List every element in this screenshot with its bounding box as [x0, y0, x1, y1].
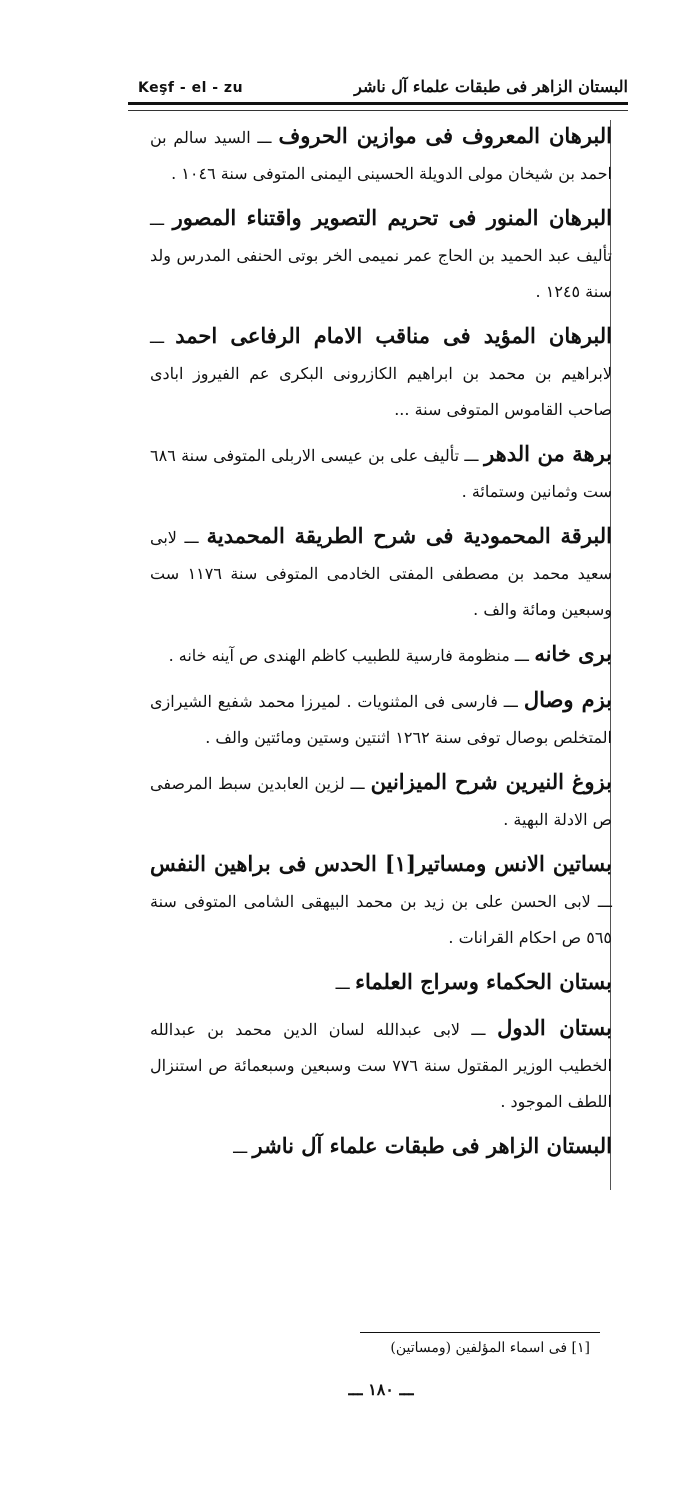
entry-body: ـــ لزين العابدين سبط المرصفى ص الادلة البهية .	[150, 774, 612, 829]
entry-title: بزم وصال	[523, 687, 613, 712]
running-title: البستان الزاهر فى طبقات علماء آل ناشر	[354, 77, 628, 96]
entry-body: ـــ لابى الحسن على بن زيد بن محمد البيهقى الشامى المتوفى سنة ٥٦٥ ص احكام القرانات .	[150, 892, 612, 947]
entry-title: برى خانه	[534, 641, 612, 666]
entry-title: البستان الزاهر فى طبقات علماء آل ناشر	[252, 1133, 612, 1158]
page-header	[138, 56, 628, 96]
entry-body: ـــ لابى سعيد محمد بن مصطفى المفتى الخادمى المتوفى سنة ١١٧٦ ست وسبعين ومائة والف .	[150, 528, 613, 619]
entry	[150, 964, 612, 1002]
entry	[150, 636, 612, 674]
header-rule-thin	[128, 110, 628, 111]
footnote: [١] فى اسماء المؤلفين (ومساتين)	[390, 1340, 590, 1356]
entry-body: ـــ منظومة فارسية للطبيب كاظم الهندى ص آينه خانه .	[168, 646, 529, 665]
entry-title: البرهان المعروف فى موازين الحروف	[278, 123, 613, 148]
header-rule-thick	[128, 102, 628, 105]
entry-title: بساتين الانس ومساتير[١] الحدس فى براهين النفس	[150, 851, 612, 876]
entry-body: ـــ	[335, 974, 350, 993]
entry-title: بستان الحكماء وسراج العلماء	[355, 969, 612, 994]
entry	[150, 200, 612, 310]
entry-body: ـــ لابى عبدالله لسان الدين محمد بن عبدالله الخطيب الوزير المقتول سنة ٧٧٦ ست وسبعين وسبعمائة ص استنزال اللطف الموجود .	[150, 1020, 612, 1111]
entry-body: ـــ فارسى فى المثنويات . لميرزا محمد شفيع الشيرازى المتخلص بوصال توفى سنة ١٢٦٢ اثنتين وستين ومائتين والف .	[150, 692, 612, 747]
entries-list	[150, 118, 612, 1174]
entry	[150, 518, 612, 628]
entry-title: برهة من الدهر	[484, 441, 613, 466]
entry-body: ـــ تأليف على بن عيسى الاربلى المتوفى سنة ٦٨٦ ست وثمانين وستمائة .	[150, 446, 612, 501]
entry-title: بستان الدول	[497, 1015, 613, 1040]
entry-body: ـــ السيد سالم بن احمد بن شيخان مولى الدويلة الحسينى اليمنى المتوفى سنة ١٠٤٦ .	[150, 128, 612, 183]
page-number: ـــ ١٨٠ ـــ	[348, 1380, 414, 1399]
entry-title: البرهان المنور فى تحريم التصوير واقتناء المصور	[172, 205, 612, 230]
entry	[150, 436, 612, 510]
footnote-rule	[360, 1332, 600, 1333]
entry	[150, 1128, 612, 1166]
running-head: Keşf - el - zu	[138, 80, 244, 96]
entry	[150, 118, 612, 192]
entry	[150, 764, 612, 838]
entry-body: ـــ لابراهيم بن محمد بن ابراهيم الكازرونى البكرى عم الفيروز ابادى صاحب القاموس المتوفى سنة ...	[150, 328, 612, 419]
entry	[150, 682, 612, 756]
entry-title: البرهان المؤيد فى مناقب الامام الرفاعى احمد	[175, 323, 612, 348]
entry-title: البرقة المحمودية فى شرح الطريقة المحمدية	[206, 523, 613, 548]
entry-title: بزوغ النيرين شرح الميزانين	[370, 769, 612, 794]
entry-body: ـــ تأليف عبد الحميد بن الحاج عمر نميمى الخر بوتى الحنفى المدرس ولد سنة ١٢٤٥ .	[150, 210, 612, 301]
entry	[150, 1010, 612, 1120]
entry	[150, 846, 612, 956]
entry-body: ـــ	[233, 1138, 248, 1157]
entry	[150, 318, 612, 428]
